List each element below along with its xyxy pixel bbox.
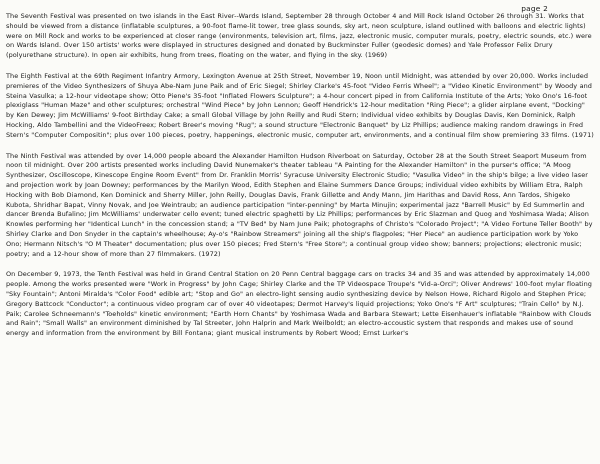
document-body: [6, 12, 594, 349]
paragraph-ninth-festival: The Ninth Festival was attended by over 14,000 people aboard the Alexander Hamilton Hudson Riverboat on Saturday, October 28 at the South Street Seaport Museum from noon til midnight. Over 200 artists presented works including David Nunemaker's theater tableau "A Painting for the Alexander Hamilton" in the purser's office; "A Moog Synthesizer, Oscilloscope, Kinescope Engine Room Event" from Dr. Franklin Morris' Syracuse University Electronic Studio; "Vasulka Video" in the ship's bilge; a live video laser and projection work by Joan Downey; performances by the Marilyn Wood, Edith Stephen and Elaine Summers Dance Groups; individual video exhibits by William Etra, Ralph Hocking with Bob Diamond, Ken Dominick and Sherry Miller, John Reilly, Douglas Davis, Frank Gillette and Andy Mann, Jim Harithas and David Ross, Ann Tardos, Shigeko Kubota, Shridhar Bapat, Vinny Novak, and Joe Weintraub; an audience participation "inter-penning" by Marta Minujin; experimental jazz "Barrell Music" by Ed Summerlin and dancer Brenda Bufalino; Jim McWilliams' underwater cello event; tuned electric spaghetti by Liz Phillips; performances by Eric Slazman and Quog and Yoshimasa Wada; Alison Knowles performing her "Identical Lunch" in the concession stand; a "TV Bed" by Nam June Paik; photographs of Christo's "Colorado Project"; "A Video Fortune Teller Booth" by Shirley Clarke and Don Snyder in the captain's wheelhouse; Ay-o's "Rainbow Streamers" joining all the ship's flagpoles; "Her Piece" an audience participation work by Yoko Ono; Hermann Nitsch's "O M Theater" documentation; plus over 150 pieces; Fred Stern's "Free Store"; a continual group video show; banners; projections; electronic music; poetry; and a 12-hour show of more than 27 filmmakers. (1972): [6, 151, 593, 258]
paragraph-tenth-festival: On December 9, 1973, the Tenth Festival was held in Grand Central Station on 20 Penn Central baggage cars on tracks 34 and 35 and was attended by approximately 14,000 people. Among the works presented were "Work in Progress" by John Cage; Shirley Clarke and the TP Videospace Troupe's "Vid-a-Orci"; Oliver Andrews' 100-foot mylar floating "Sky Fountain"; Antoni Miralda's "Color Food" edible art; "Stop and Go" an electro-light sensing audio synthesizing device by Nelson Howe, Richard Rigolo and Stephen Price; Gregory Battcock "Conductor"; a continuous video program car of over 40 videotapes; Dermot Harvey's liquid projections; Yoko Ono's "F Art" sculptures; "Train Cello" by N.J. Paik; Carolee Schneemann's "Toeholds" kinetic environment; "Earth Horn Chants" by Yoshimasa Wada and Barbara Stewart; Lette Eisenhauer's inflatable "Rainbow with Clouds and Rain"; "Small Walls" an environment diminished by Tal Streeter, John Halprin and Mark Weilboldt; an electro-accoustic system that responds and makes use of sound energy and information from the environment by Bill Fontana; giant musical instruments by Robert Wood; Ernst Lurker's: [6, 270, 592, 338]
paragraph-seventh-festival: The Seventh Festival was presented on two islands in the East River--Wards Island, September 28 through October 4 and Mill Rock Island October 26 through 31. Works that should be viewed from a distance (inflatable sculptures, a 90-foot flame-lit tower, tree glass sounds, sky art, neon sculpture, island outlined with balloons and electric lights) were on Mill Rock and works to be experienced at closer range (environments, television art, films, jazz, electronic music, computer murals, poetry, electric sounds, etc.) were on Wards Island. Over 150 artists' works were displayed in structures designed and donated by Buckminster Fuller (geodesic domes) and Yale Professor Felix Drury (polyurethane structure). In open air exhibits, hung from trees, floating on the water, and flying in the sky. (1969): [6, 12, 592, 60]
paragraph-eighth-festival: The Eighth Festival at the 69th Regiment Infantry Armory, Lexington Avenue at 25th Street, November 19, Noon until Midnight, was attended by over 20,000. Works included premieres of the Video Synthesizers of Shuya Abe-Nam June Paik and of Eric Siegel; Shirley Clarke's 45-foot "Video Ferris Wheel"; a "Video Kinetic Environment" by Woody and Steina Vasulka; a 12-hour videotape show; Otto Piene's 35-foot "Inflated Flowers Sculpture"; a 4-hour concert piped in from California Institute of the Arts; Yoko Ono's 16-foot plexiglass "Human Maze" and other sculptures; orchestral "Wind Piece" by John Lennon; Geoff Hendrick's 12-hour meditation "Ring Piece"; a glider airplane event, "Docking" by Ken Dewey; Jim McWilliams' 9-foot Birthday Cake; a small Global Village by John Reilly and Rudi Stern; Individual video exhibits by Douglas Davis, Ken Dominick, Ralph Hocking, Aldo Tambellini and the VideoFreex; Robert Breer's moving "Rug"; a sound structure "Electronic Banquet" by Liz Phillips; audience making random drawings in Fred Stern's "Computer Compositin"; plus over 100 pieces, poetry, happenings, electronic music, computer art, environments, and a continual film show premiering 33 films. (1971): [6, 71, 594, 139]
page-number: page 2: [521, 4, 548, 13]
